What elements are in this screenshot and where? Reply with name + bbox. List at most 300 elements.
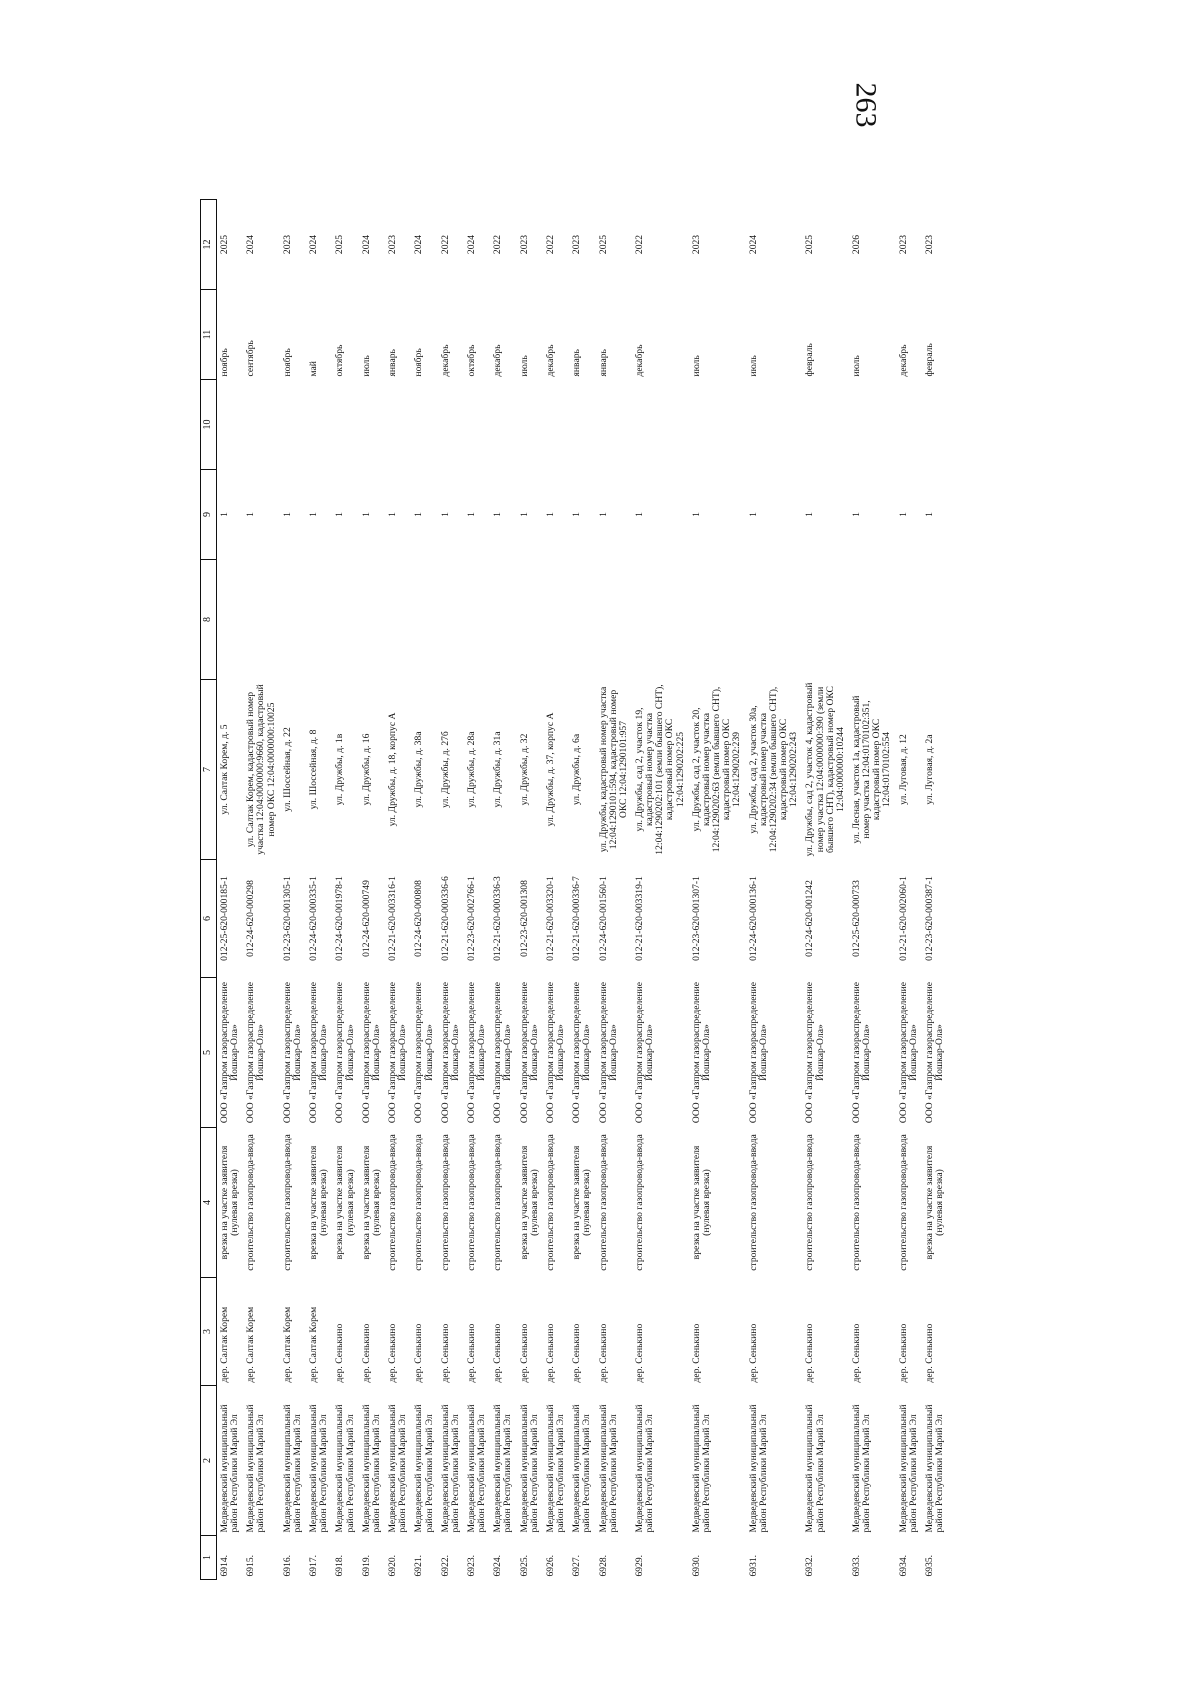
column-header-5: 5 xyxy=(201,978,217,1128)
cell-application-number: 012-24-620-001978-1 xyxy=(334,876,346,961)
cell-settlement: дер. Сенькино xyxy=(850,1323,862,1383)
cell-settlement: дер. Сенькино xyxy=(465,1323,477,1383)
cell-month: октябрь xyxy=(334,344,346,377)
cell-work-type: строительство газопровода-ввода xyxy=(245,1134,257,1271)
cell-row-number: 6925. xyxy=(518,1554,530,1577)
table-row xyxy=(543,200,569,1580)
column-header-1: 1 xyxy=(201,1536,217,1580)
cell-address: ул. Салтак Корем, кадастровый номер участка 12:04:0000000:9660, кадастровый номер ОКС 12:04:0000000:10025 xyxy=(245,684,277,855)
cell-district: Медведевский муниципальный район Республики Марий Эл xyxy=(219,1404,241,1533)
column-header-4: 4 xyxy=(201,1128,217,1278)
cell-address: ул. Дружбы, д. 16 xyxy=(360,733,372,806)
cell-row-number: 6923. xyxy=(465,1554,477,1577)
cell-work-type: врезка на участке заявителя (нулевая врезка) xyxy=(923,1145,946,1260)
cell-settlement: дер. Салтак Корем xyxy=(308,1306,320,1383)
cell-quantity: 1 xyxy=(439,512,451,517)
cell-col-8 xyxy=(517,560,543,680)
table-row xyxy=(464,200,490,1580)
cell-col-8 xyxy=(596,560,632,680)
cell-settlement: дер. Сенькино xyxy=(747,1323,759,1383)
cell-month: июль xyxy=(690,355,702,377)
cell-organization: ООО «Газпром газораспределение Йошкар-Ола» xyxy=(465,981,488,1124)
cell-row-number: 6931. xyxy=(747,1554,759,1577)
cell-col-10 xyxy=(802,380,849,470)
cell-address: ул. Дружбы, сад 2, участок 19, кадастровый номер участка 12:04:1290202:101 (земли бывшего СНТ), кадастровый номер ОКС 12:04:1290202:225 xyxy=(634,684,686,855)
cell-row-number: 6915. xyxy=(245,1554,257,1577)
cell-district: Медведевский муниципальный район Республики Марий Эл xyxy=(308,1404,330,1533)
cell-district: Медведевский муниципальный район Республики Марий Эл xyxy=(334,1404,356,1533)
cell-col-8 xyxy=(332,560,358,680)
cell-organization: ООО «Газпром газораспределение Йошкар-Ола» xyxy=(360,981,382,1124)
cell-year: 2023 xyxy=(897,234,909,255)
cell-col-10 xyxy=(689,380,746,470)
cell-organization: ООО «Газпром газораспределение Йошкар-Ола» xyxy=(518,981,540,1124)
table-row xyxy=(896,200,922,1580)
cell-month: июль xyxy=(747,355,759,377)
cell-month: декабрь xyxy=(544,344,556,377)
cell-district: Медведевский муниципальный район Республики Марий Эл xyxy=(245,1404,267,1533)
cell-address: ул. Салтак Корем, д. 5 xyxy=(219,724,230,815)
cell-col-8 xyxy=(438,560,464,680)
cell-settlement: дер. Сенькино xyxy=(597,1323,609,1383)
cell-month: январь xyxy=(571,349,583,377)
cell-application-number: 012-24-620-001242 xyxy=(804,880,816,957)
cell-district: Медведевский муниципальный район Республики Марий Эл xyxy=(850,1404,873,1533)
cell-col-8 xyxy=(490,560,516,680)
cell-quantity: 1 xyxy=(923,512,935,517)
cell-district: Медведевский муниципальный район Республики Марий Эл xyxy=(387,1404,409,1533)
cell-organization: ООО «Газпром газораспределение Йошкар-Ола» xyxy=(571,981,593,1124)
cell-col-8 xyxy=(280,560,306,680)
cell-col-8 xyxy=(569,560,595,680)
cell-work-type: врезка на участке заявителя (нулевая врезка) xyxy=(308,1145,330,1260)
cell-month: май xyxy=(308,361,320,377)
cell-year: 2024 xyxy=(245,234,257,255)
column-header-11: 11 xyxy=(201,290,217,380)
cell-organization: ООО «Газпром газораспределение Йошкар-Ола» xyxy=(850,981,873,1124)
cell-quantity: 1 xyxy=(219,512,230,517)
cell-settlement: дер. Салтак Корем xyxy=(245,1306,257,1383)
table-body xyxy=(217,200,949,1580)
cell-organization: ООО «Газпром газораспределение Йошкар-Ола» xyxy=(544,981,567,1124)
cell-col-8 xyxy=(464,560,490,680)
cell-organization: ООО «Газпром газораспределение Йошкар-Ола» xyxy=(897,981,919,1124)
cell-organization: ООО «Газпром газораспределение Йошкар-Ола» xyxy=(308,981,330,1124)
table-header-row xyxy=(201,200,217,1580)
cell-col-8 xyxy=(632,560,689,680)
cell-work-type: строительство газопровода-ввода xyxy=(413,1134,425,1271)
cell-address: ул. Луговая, д. 12 xyxy=(897,734,909,805)
cell-month: декабрь xyxy=(439,344,451,377)
cell-year: 2025 xyxy=(597,234,609,255)
cell-address: ул. Луговая, д. 2а xyxy=(923,734,935,805)
cell-application-number: 012-23-620-002766-1 xyxy=(465,876,477,961)
cell-district: Медведевский муниципальный район Республики Марий Эл xyxy=(597,1404,619,1533)
cell-year: 2022 xyxy=(544,234,556,255)
cell-year: 2024 xyxy=(465,234,477,255)
cell-organization: ООО «Газпром газораспределение Йошкар-Ола» xyxy=(634,981,656,1124)
cell-col-10 xyxy=(569,380,595,470)
cell-application-number: 012-25-620-000733 xyxy=(850,880,862,957)
cell-col-8 xyxy=(689,560,746,680)
cell-district: Медведевский муниципальный район Республики Марий Эл xyxy=(439,1404,461,1533)
cell-application-number: 012-23-620-001307-1 xyxy=(690,876,702,961)
cell-col-10 xyxy=(596,380,632,470)
cell-row-number: 6920. xyxy=(387,1554,399,1577)
cell-month: июль xyxy=(360,355,372,377)
cell-quantity: 1 xyxy=(413,512,425,517)
table-row xyxy=(922,200,948,1580)
cell-col-8 xyxy=(543,560,569,680)
column-header-7: 7 xyxy=(201,680,217,860)
cell-month: ноябрь xyxy=(219,348,230,377)
cell-col-10 xyxy=(411,380,437,470)
cell-application-number: 012-24-620-001560-1 xyxy=(597,876,609,961)
cell-work-type: строительство газопровода-ввода xyxy=(465,1134,477,1271)
cell-quantity: 1 xyxy=(690,512,702,517)
cell-application-number: 012-21-620-000336-6 xyxy=(439,876,451,961)
cell-col-8 xyxy=(217,560,244,680)
cell-work-type: строительство газопровода-ввода xyxy=(544,1134,556,1271)
cell-col-8 xyxy=(802,560,849,680)
cell-application-number: 012-21-620-000336-3 xyxy=(492,876,504,961)
cell-col-8 xyxy=(849,560,896,680)
cell-work-type: строительство газопровода-ввода xyxy=(597,1134,609,1271)
cell-work-type: строительство газопровода-ввода xyxy=(850,1134,862,1271)
cell-district: Медведевский муниципальный район Республики Марий Эл xyxy=(747,1404,769,1533)
cell-organization: ООО «Газпром газораспределение Йошкар-Ола» xyxy=(439,981,461,1124)
cell-row-number: 6928. xyxy=(597,1554,609,1577)
table-row xyxy=(802,200,849,1580)
cell-application-number: 012-21-620-003320-1 xyxy=(544,876,556,961)
cell-row-number: 6933. xyxy=(850,1554,862,1577)
cell-col-10 xyxy=(332,380,358,470)
cell-district: Медведевский муниципальный район Республики Марий Эл xyxy=(571,1404,593,1533)
cell-work-type: строительство газопровода-ввода xyxy=(804,1134,816,1271)
cell-col-10 xyxy=(243,380,279,470)
cell-row-number: 6929. xyxy=(634,1554,645,1577)
table-row xyxy=(243,200,279,1580)
cell-quantity: 1 xyxy=(360,512,372,517)
cell-year: 2023 xyxy=(518,234,530,255)
cell-work-type: строительство газопровода-ввода xyxy=(897,1134,909,1271)
cell-application-number: 012-25-620-000185-1 xyxy=(219,876,230,961)
cell-district: Медведевский муниципальный район Республики Марий Эл xyxy=(281,1404,303,1533)
cell-address: ул. Дружбы, д. 38а xyxy=(413,731,425,808)
table-row xyxy=(746,200,803,1580)
cell-year: 2024 xyxy=(413,234,425,255)
cell-quantity: 1 xyxy=(850,512,862,517)
cell-application-number: 012-24-620-000335-1 xyxy=(308,876,320,961)
column-header-3: 3 xyxy=(201,1278,217,1386)
cell-month: январь xyxy=(387,349,399,377)
table-row xyxy=(306,200,332,1580)
cell-row-number: 6930. xyxy=(690,1554,702,1577)
cell-organization: ООО «Газпром газораспределение Йошкар-Ола» xyxy=(747,981,769,1124)
cell-organization: ООО «Газпром газораспределение Йошкар-Ола» xyxy=(597,981,619,1124)
cell-row-number: 6922. xyxy=(439,1554,451,1577)
cell-quantity: 1 xyxy=(245,512,257,517)
cell-month: ноябрь xyxy=(413,348,425,377)
cell-settlement: дер. Сенькино xyxy=(544,1323,556,1383)
cell-month: февраль xyxy=(804,343,816,377)
cell-row-number: 6927. xyxy=(571,1554,583,1577)
cell-work-type: строительство газопровода-ввода xyxy=(281,1134,293,1271)
cell-row-number: 6934. xyxy=(897,1554,909,1577)
cell-organization: ООО «Газпром газораспределение Йошкар-Ола» xyxy=(804,981,826,1124)
cell-year: 2026 xyxy=(850,234,862,255)
cell-row-number: 6916. xyxy=(281,1554,293,1577)
cell-col-8 xyxy=(746,560,803,680)
cell-quantity: 1 xyxy=(387,512,399,517)
table-row xyxy=(332,200,358,1580)
cell-row-number: 6917. xyxy=(308,1554,320,1577)
cell-month: июль xyxy=(518,355,530,377)
cell-application-number: 012-23-620-001308 xyxy=(518,880,530,957)
cell-district: Медведевский муниципальный район Республики Марий Эл xyxy=(804,1404,826,1533)
cell-work-type: врезка на участке заявителя (нулевая врезка) xyxy=(571,1145,593,1260)
cell-application-number: 012-24-620-000298 xyxy=(245,880,257,957)
cell-year: 2025 xyxy=(804,234,816,255)
cell-application-number: 012-24-620-000136-1 xyxy=(747,876,759,961)
table-row xyxy=(359,200,385,1580)
cell-work-type: врезка на участке заявителя (нулевая врезка) xyxy=(518,1145,540,1260)
cell-year: 2023 xyxy=(571,234,583,255)
table-row xyxy=(438,200,464,1580)
cell-organization: ООО «Газпром газораспределение Йошкар-Ола» xyxy=(690,981,712,1124)
registry-table xyxy=(200,199,948,1580)
cell-address: ул. Дружбы, д. 31а xyxy=(492,731,504,808)
cell-settlement: дер. Сенькино xyxy=(492,1323,504,1383)
cell-row-number: 6932. xyxy=(804,1554,816,1577)
cell-application-number: 012-21-620-003319-1 xyxy=(634,876,645,961)
cell-quantity: 1 xyxy=(897,512,909,517)
cell-settlement: дер. Сенькино xyxy=(518,1323,530,1383)
cell-month: июль xyxy=(850,355,862,377)
cell-quantity: 1 xyxy=(804,512,816,517)
cell-col-8 xyxy=(922,560,948,680)
cell-year: 2022 xyxy=(439,234,451,255)
cell-year: 2022 xyxy=(634,234,645,255)
cell-settlement: дер. Сенькино xyxy=(804,1323,816,1383)
table-row xyxy=(517,200,543,1580)
cell-quantity: 1 xyxy=(747,512,759,517)
page-number: 263 xyxy=(849,82,883,128)
cell-quantity: 1 xyxy=(518,512,530,517)
cell-year: 2024 xyxy=(360,234,372,255)
cell-organization: ООО «Газпром газораспределение Йошкар-Ола» xyxy=(492,981,514,1124)
cell-address: ул. Дружбы, сад 2, участок 20, кадастровый номер участка 12:04:1290202:63 (земли бывшего СНТ), кадастровый номер ОКС 12:04:1290202:239 xyxy=(690,686,743,853)
cell-quantity: 1 xyxy=(308,512,320,517)
cell-organization: ООО «Газпром газораспределение Йошкар-Ола» xyxy=(245,981,267,1124)
cell-month: октябрь xyxy=(465,344,477,377)
cell-col-8 xyxy=(896,560,922,680)
cell-district: Медведевский муниципальный район Республики Марий Эл xyxy=(518,1404,540,1533)
cell-year: 2023 xyxy=(923,234,935,255)
cell-col-10 xyxy=(632,380,689,470)
column-header-2: 2 xyxy=(201,1386,217,1536)
cell-row-number: 6935. xyxy=(923,1554,935,1577)
cell-organization: ООО «Газпром газораспределение Йошкар-Ола» xyxy=(281,981,303,1124)
cell-district: Медведевский муниципальный район Республики Марий Эл xyxy=(544,1404,567,1533)
cell-settlement: дер. Сенькино xyxy=(571,1323,583,1383)
table-row xyxy=(411,200,437,1580)
cell-col-10 xyxy=(490,380,516,470)
cell-col-10 xyxy=(438,380,464,470)
table-row xyxy=(596,200,632,1580)
cell-year: 2023 xyxy=(690,234,702,255)
cell-address: ул. Дружбы, д. 27б xyxy=(439,731,451,808)
cell-district: Медведевский муниципальный район Республики Марий Эл xyxy=(465,1404,488,1533)
cell-quantity: 1 xyxy=(544,512,556,517)
cell-col-8 xyxy=(359,560,385,680)
table-row xyxy=(280,200,306,1580)
cell-settlement: дер. Сенькино xyxy=(413,1323,425,1383)
cell-month: декабрь xyxy=(492,344,504,377)
cell-settlement: дер. Сенькино xyxy=(387,1323,399,1383)
cell-settlement: дер. Сенькино xyxy=(690,1323,702,1383)
cell-district: Медведевский муниципальный район Республики Марий Эл xyxy=(690,1404,712,1533)
column-header-12: 12 xyxy=(201,200,217,290)
cell-settlement: дер. Сенькино xyxy=(360,1323,372,1383)
cell-work-type: строительство газопровода-ввода xyxy=(439,1134,451,1271)
cell-col-10 xyxy=(464,380,490,470)
cell-district: Медведевский муниципальный район Республики Марий Эл xyxy=(413,1404,435,1533)
cell-settlement: дер. Сенькино xyxy=(897,1323,909,1383)
cell-address: ул. Дружбы, д. 32 xyxy=(518,733,530,806)
cell-quantity: 1 xyxy=(334,512,346,517)
cell-application-number: 012-21-620-003316-1 xyxy=(387,876,399,961)
cell-organization: ООО «Газпром газораспределение Йошкар-Ола» xyxy=(413,981,435,1124)
cell-settlement: дер. Сенькино xyxy=(439,1323,451,1383)
cell-year: 2025 xyxy=(334,234,346,255)
cell-year: 2025 xyxy=(219,234,230,255)
table-row xyxy=(569,200,595,1580)
cell-col-10 xyxy=(306,380,332,470)
cell-col-10 xyxy=(543,380,569,470)
cell-address: ул. Лесная, участок 1а, кадастровый номер участка 12:04:0170102:351, кадастровый номер ОКС 12:04:0170102:554 xyxy=(850,695,893,844)
cell-work-type: строительство газопровода-ввода xyxy=(747,1134,759,1271)
table-row xyxy=(490,200,516,1580)
column-header-10: 10 xyxy=(201,380,217,470)
cell-quantity: 1 xyxy=(281,512,293,517)
cell-application-number: 012-21-620-000336-7 xyxy=(571,876,583,961)
cell-application-number: 012-21-620-002060-1 xyxy=(897,876,909,961)
cell-work-type: врезка на участке заявителя (нулевая врезка) xyxy=(334,1145,356,1260)
cell-year: 2024 xyxy=(747,234,759,255)
cell-row-number: 6921. xyxy=(413,1554,425,1577)
cell-work-type: строительство газопровода-ввода xyxy=(387,1134,399,1271)
cell-month: ноябрь xyxy=(281,348,293,377)
cell-col-10 xyxy=(217,380,244,470)
cell-organization: ООО «Газпром газораспределение Йошкар-Ола» xyxy=(334,981,356,1124)
column-header-9: 9 xyxy=(201,470,217,560)
cell-month: февраль xyxy=(923,343,935,377)
cell-year: 2023 xyxy=(281,234,293,255)
cell-row-number: 6914. xyxy=(219,1554,230,1577)
table-row xyxy=(849,200,896,1580)
rotated-table-wrapper xyxy=(200,160,1010,1580)
cell-settlement: дер. Салтак Корем xyxy=(281,1306,293,1383)
cell-work-type: строительство газопровода-ввода xyxy=(492,1134,504,1271)
cell-quantity: 1 xyxy=(634,512,645,517)
cell-address: ул. Дружбы, д. 1в xyxy=(334,733,346,806)
cell-work-type: врезка на участке заявителя (нулевая врезка) xyxy=(690,1145,712,1260)
cell-col-8 xyxy=(243,560,279,680)
cell-district: Медведевский муниципальный район Республики Марий Эл xyxy=(897,1404,919,1533)
cell-year: 2023 xyxy=(387,234,399,255)
cell-col-10 xyxy=(280,380,306,470)
cell-work-type: строительство газопровода-ввода xyxy=(634,1134,645,1271)
cell-district: Медведевский муниципальный район Республики Марий Эл xyxy=(492,1404,514,1533)
cell-address: ул. Дружбы, д. 18, корпус А xyxy=(387,712,399,827)
cell-address: ул. Дружбы, д. 37, корпус А xyxy=(544,712,556,827)
cell-col-10 xyxy=(896,380,922,470)
table-row xyxy=(385,200,411,1580)
cell-col-10 xyxy=(922,380,948,470)
cell-work-type: врезка на участке заявителя (нулевая врезка) xyxy=(219,1145,241,1260)
cell-settlement: дер. Сенькино xyxy=(634,1323,645,1383)
column-header-8: 8 xyxy=(201,560,217,680)
cell-col-10 xyxy=(746,380,803,470)
cell-month: декабрь xyxy=(897,344,909,377)
cell-address: ул. Дружбы, д. 28а xyxy=(465,731,477,808)
cell-district: Медведевский муниципальный район Республики Марий Эл xyxy=(634,1404,656,1533)
cell-month: декабрь xyxy=(634,344,645,377)
cell-col-10 xyxy=(385,380,411,470)
cell-col-10 xyxy=(359,380,385,470)
cell-quantity: 1 xyxy=(492,512,504,517)
table-row xyxy=(632,200,689,1580)
cell-application-number: 012-23-620-000387-1 xyxy=(923,876,935,961)
cell-organization: ООО «Газпром газораспределение Йошкар-Ола» xyxy=(923,981,946,1124)
cell-address: ул. Дружбы, сад 2, участок 30а, кадастровый номер участка 12:04:1290202:34 (земли бывшего СНТ), кадастровый номер ОКС 12:04:1290202:243 xyxy=(747,686,800,853)
cell-col-10 xyxy=(517,380,543,470)
cell-application-number: 012-24-620-000808 xyxy=(413,880,425,957)
cell-organization: ООО «Газпром газораспределение Йошкар-Ола» xyxy=(387,981,409,1124)
cell-application-number: 012-23-620-001305-1 xyxy=(281,876,293,961)
cell-address: ул. Шоссейная, д. 8 xyxy=(308,729,320,810)
cell-col-8 xyxy=(306,560,332,680)
cell-month: январь xyxy=(597,349,609,377)
cell-quantity: 1 xyxy=(571,512,583,517)
cell-settlement: дер. Салтак Корем xyxy=(219,1306,230,1383)
cell-district: Медведевский муниципальный район Республики Марий Эл xyxy=(923,1404,946,1533)
table-row xyxy=(217,200,244,1580)
cell-settlement: дер. Сенькино xyxy=(923,1323,935,1383)
cell-month: сентябрь xyxy=(245,340,257,377)
cell-quantity: 1 xyxy=(597,512,609,517)
cell-address: ул. Дружбы, сад 2, участок 4, кадастровый номер участка 12:04:0000000:390 (земли бывшего СНТ), кадастровый номер ОКС 12:04:0000000:10244 xyxy=(804,682,846,857)
cell-organization: ООО «Газпром газораспределение Йошкар-Ола» xyxy=(219,981,241,1124)
cell-year: 2024 xyxy=(308,234,320,255)
cell-district: Медведевский муниципальный район Республики Марий Эл xyxy=(360,1404,382,1533)
cell-row-number: 6918. xyxy=(334,1554,346,1577)
cell-settlement: дер. Сенькино xyxy=(334,1323,346,1383)
cell-row-number: 6926. xyxy=(544,1554,556,1577)
table-row xyxy=(689,200,746,1580)
cell-row-number: 6924. xyxy=(492,1554,504,1577)
cell-row-number: 6919. xyxy=(360,1554,372,1577)
cell-col-8 xyxy=(385,560,411,680)
cell-work-type: врезка на участке заявителя (нулевая врезка) xyxy=(360,1145,382,1260)
column-header-6: 6 xyxy=(201,860,217,978)
cell-address: ул. Шоссейная, д. 22 xyxy=(281,727,293,812)
cell-col-8 xyxy=(411,560,437,680)
cell-address: ул. Дружбы, д. 6а xyxy=(571,733,583,806)
cell-year: 2022 xyxy=(492,234,504,255)
cell-quantity: 1 xyxy=(465,512,477,517)
